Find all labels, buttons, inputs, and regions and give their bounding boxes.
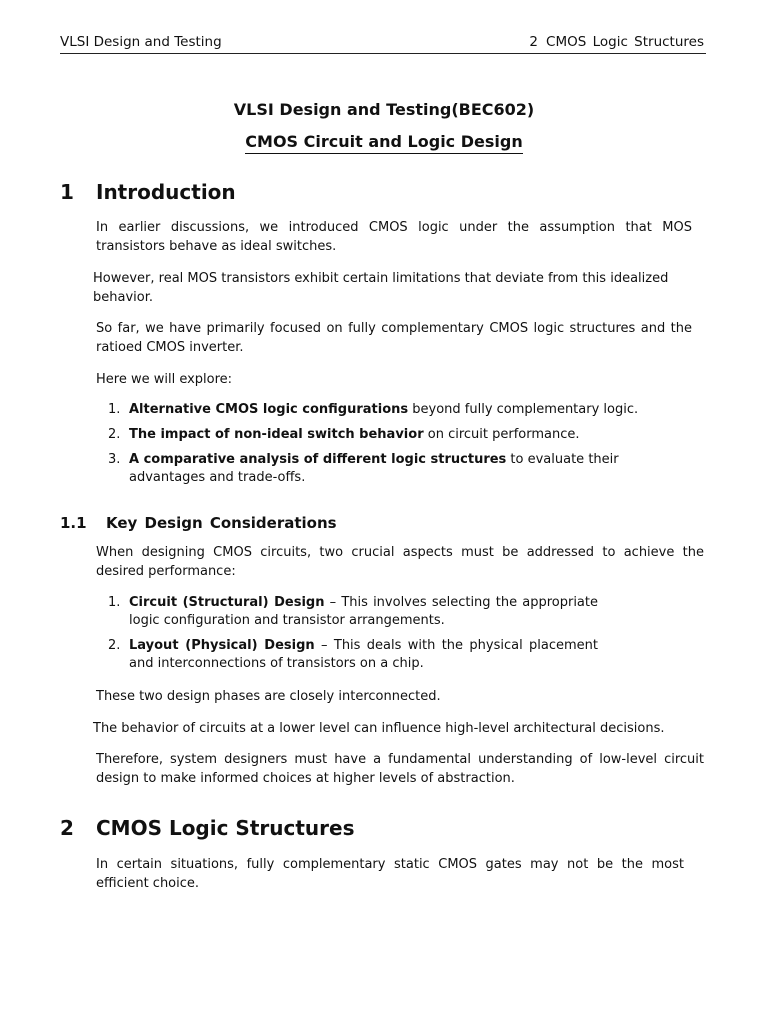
- header-book-title: VLSI Design and Testing: [60, 34, 222, 50]
- subsection-number: 1.1: [60, 514, 87, 532]
- list-marker: 2.: [108, 427, 121, 442]
- list-item-text: – This involves selecting the appropriate logic configuration and transistor arrangements.: [129, 595, 598, 628]
- paragraph: Therefore, system designers must have a fundamental understanding of low-level circuit design to make informed choices at higher levels of abstraction.: [96, 752, 704, 786]
- list-item-text: beyond fully complementary logic.: [408, 402, 639, 417]
- subsection-title: Key Design Considerations: [106, 514, 337, 532]
- list-item-bold: Alternative CMOS logic configurations: [129, 402, 409, 417]
- header-chapter-title: CMOS Logic Structures: [546, 34, 704, 50]
- list-item-text: – This deals with the physical placement and interconnections of transistors on a chip.: [129, 638, 599, 671]
- header-chapter: [529, 32, 704, 52]
- list-item-bold: A comparative analysis of different logic structures: [129, 452, 507, 467]
- section-number: 2: [60, 816, 74, 840]
- paragraph: So far, we have primarily focused on fully complementary CMOS logic structures and the ratioed CMOS inverter.: [96, 321, 692, 355]
- paragraph: In certain situations, fully complementary static CMOS gates may not be the most efficient choice.: [96, 857, 684, 891]
- document-subtitle: [0, 132, 768, 154]
- list-item-bold: Layout (Physical) Design: [129, 638, 315, 653]
- list-marker: 1.: [108, 402, 121, 417]
- list-item-bold: The impact of non-ideal switch behavior: [129, 427, 424, 442]
- list-item-text: on circuit performance.: [423, 427, 580, 442]
- list-item: [108, 637, 598, 673]
- document-subtitle-text: CMOS Circuit and Logic Design: [245, 132, 522, 154]
- running-header: [60, 32, 706, 54]
- list-item-bold: Circuit (Structural) Design: [129, 595, 325, 610]
- list-marker: 3.: [108, 452, 121, 467]
- list-item: [108, 401, 692, 419]
- paragraph: In earlier discussions, we introduced CMOS logic under the assumption that MOS transistors behave as ideal switches.: [96, 220, 692, 254]
- numbered-list: [108, 401, 692, 494]
- section-heading-cmos-logic: [60, 816, 354, 840]
- section-title: CMOS Logic Structures: [96, 816, 355, 840]
- list-item: [108, 426, 692, 444]
- list-marker: 1.: [108, 595, 121, 610]
- list-item: [108, 451, 692, 487]
- numbered-list: [108, 594, 598, 680]
- subsection-heading-key-design: [60, 513, 337, 533]
- paragraph: However, real MOS transistors exhibit certain limitations that deviate from this idealized behavior.: [93, 271, 669, 305]
- paragraph: When designing CMOS circuits, two crucial aspects must be addressed to achieve the desired performance:: [96, 545, 704, 579]
- list-item-text: to evaluate their advantages and trade-offs.: [129, 452, 619, 485]
- section-title: Introduction: [96, 180, 236, 204]
- list-marker: 2.: [108, 638, 121, 653]
- document-title: VLSI Design and Testing(BEC602): [233, 100, 535, 119]
- paragraph: These two design phases are closely interconnected.: [96, 689, 441, 704]
- section-number: 1: [60, 180, 74, 204]
- paragraph: Here we will explore:: [96, 372, 233, 387]
- paragraph: The behavior of circuits at a lower level can influence high-level architectural decisions.: [93, 721, 665, 736]
- section-heading-introduction: [60, 180, 236, 204]
- header-chapter-number: 2: [529, 34, 539, 50]
- list-item: [108, 594, 598, 630]
